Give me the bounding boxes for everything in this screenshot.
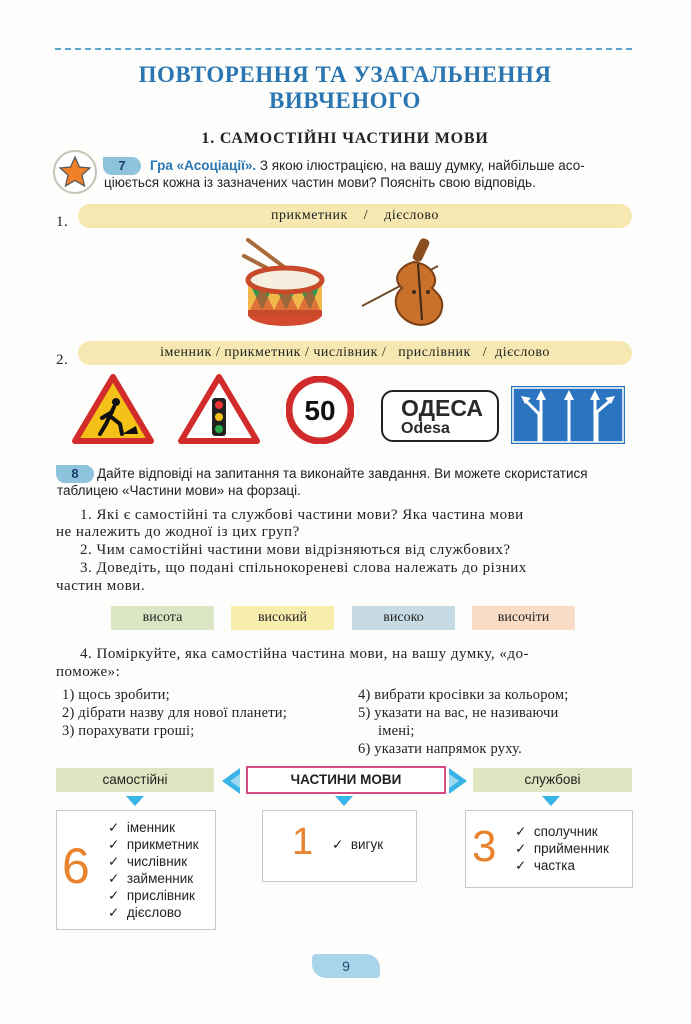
item-2-words: іменник / прикметник / числівник / прислівник / дієслово [78, 341, 632, 365]
exercise-8-text-line1: Дайте відповіді на запитання та виконайте завдання. Ви можете скористатися [97, 466, 588, 481]
city-name: ОДЕСА [401, 395, 483, 421]
star-icon-badge [53, 150, 97, 194]
task-5-continued: імені; [378, 723, 415, 739]
speed-limit-sign-icon [286, 376, 354, 444]
independent-list [108, 819, 199, 921]
road-works-sign-icon [72, 374, 154, 444]
game-name: Гра «Асоціації». [150, 158, 257, 173]
list-item: ✓ вигук [332, 837, 384, 852]
list-item: ✓ прикметник [108, 837, 199, 852]
task-3: 3) порахувати гроші; [62, 723, 195, 739]
word-box-vysokyi: високий [231, 606, 334, 630]
task-2: 2) дібрати назву для нової планети; [62, 705, 287, 721]
exercise-8-number: 8 [56, 465, 94, 483]
list-item: ✓ прийменник [515, 841, 609, 856]
interjection-count: 1 [292, 821, 314, 863]
task-1: 1) щось зробити; [62, 687, 170, 703]
list-item: ✓ числівник [108, 854, 188, 869]
item-2-label: 2. [56, 352, 69, 368]
header-auxiliary: службові [473, 768, 632, 792]
page-number: 9 [312, 954, 380, 978]
list-item: ✓ частка [515, 858, 576, 873]
speed-limit-value: 50 [304, 395, 336, 426]
city-name-latin: Odesa [401, 420, 450, 437]
arrow-down-icon [126, 796, 144, 806]
question-4-line1: 4. Поміркуйте, яка самостійна частина мови, на вашу думку, «до- [80, 646, 529, 662]
word-box-vysochity: височіти [472, 606, 575, 630]
exercise-7-text: З якою ілюстрацією, на вашу думку, найбільше асо- [256, 158, 585, 173]
question-1-line1: 1. Які є самостійні та службові частини мови? Яка частина мови [80, 507, 524, 523]
task-5: 5) указати на вас, не називаючи [358, 705, 559, 721]
arrow-down-icon [542, 796, 560, 806]
question-2: 2. Чим самостійні частини мови відрізняються від службових? [80, 542, 511, 558]
word-box-vysoko: високо [352, 606, 455, 630]
lane-direction-sign-icon [511, 386, 625, 444]
task-4: 4) вибрати кросівки за кольором; [358, 687, 569, 703]
question-3-line2: частин мови. [56, 578, 146, 594]
list-item: ✓ сполучник [515, 824, 598, 839]
list-item: ✓ займенник [108, 871, 194, 886]
independent-count: 6 [62, 838, 90, 894]
section-title: 1. САМОСТІЙНІ ЧАСТИНИ МОВИ [201, 130, 489, 147]
arrow-right-icon [447, 768, 469, 794]
exercise-7-text-line2: ціюється кожна із зазначених частин мови? Поясніть свою відповідь. [104, 175, 536, 190]
auxiliary-count: 3 [472, 822, 497, 871]
star-icon [55, 152, 95, 192]
drum-icon [240, 236, 330, 328]
item-1-words: прикметник / дієслово [78, 204, 632, 228]
task-6: 6) указати напрямок руху. [358, 741, 522, 757]
arrow-down-icon [335, 796, 353, 806]
item-1-label: 1. [56, 214, 69, 230]
top-divider [55, 48, 632, 50]
header-independent: самостійні [56, 768, 214, 792]
city-name-sign-icon [381, 390, 499, 442]
auxiliary-list [515, 823, 609, 874]
question-4-line2: поможе»: [56, 664, 121, 680]
page-title-line2: ВИВЧЕНОГО [269, 88, 421, 113]
word-box-vysota: висота [111, 606, 214, 630]
page-title-line1: ПОВТОРЕННЯ ТА УЗАГАЛЬНЕННЯ [138, 62, 552, 87]
question-1-line2: не належить до жодної із цих груп? [56, 524, 300, 540]
question-3-line1: 3. Доведіть, що подані спільнокореневі слова належать до різних [80, 560, 527, 576]
exercise-8-text-line2: таблицею «Частини мови» на форзаці. [57, 483, 301, 498]
violin-icon [358, 236, 453, 331]
exercise-7-number: 7 [103, 157, 141, 175]
arrow-left-icon [220, 768, 242, 794]
list-item: ✓ дієслово [108, 905, 182, 920]
exercise-7-text-line1 [150, 157, 632, 174]
list-item: ✓ іменник [108, 820, 175, 835]
header-parts-of-speech: ЧАСТИНИ МОВИ [246, 766, 446, 794]
traffic-light-sign-icon [178, 374, 260, 444]
list-item: ✓ прислівник [108, 888, 195, 903]
